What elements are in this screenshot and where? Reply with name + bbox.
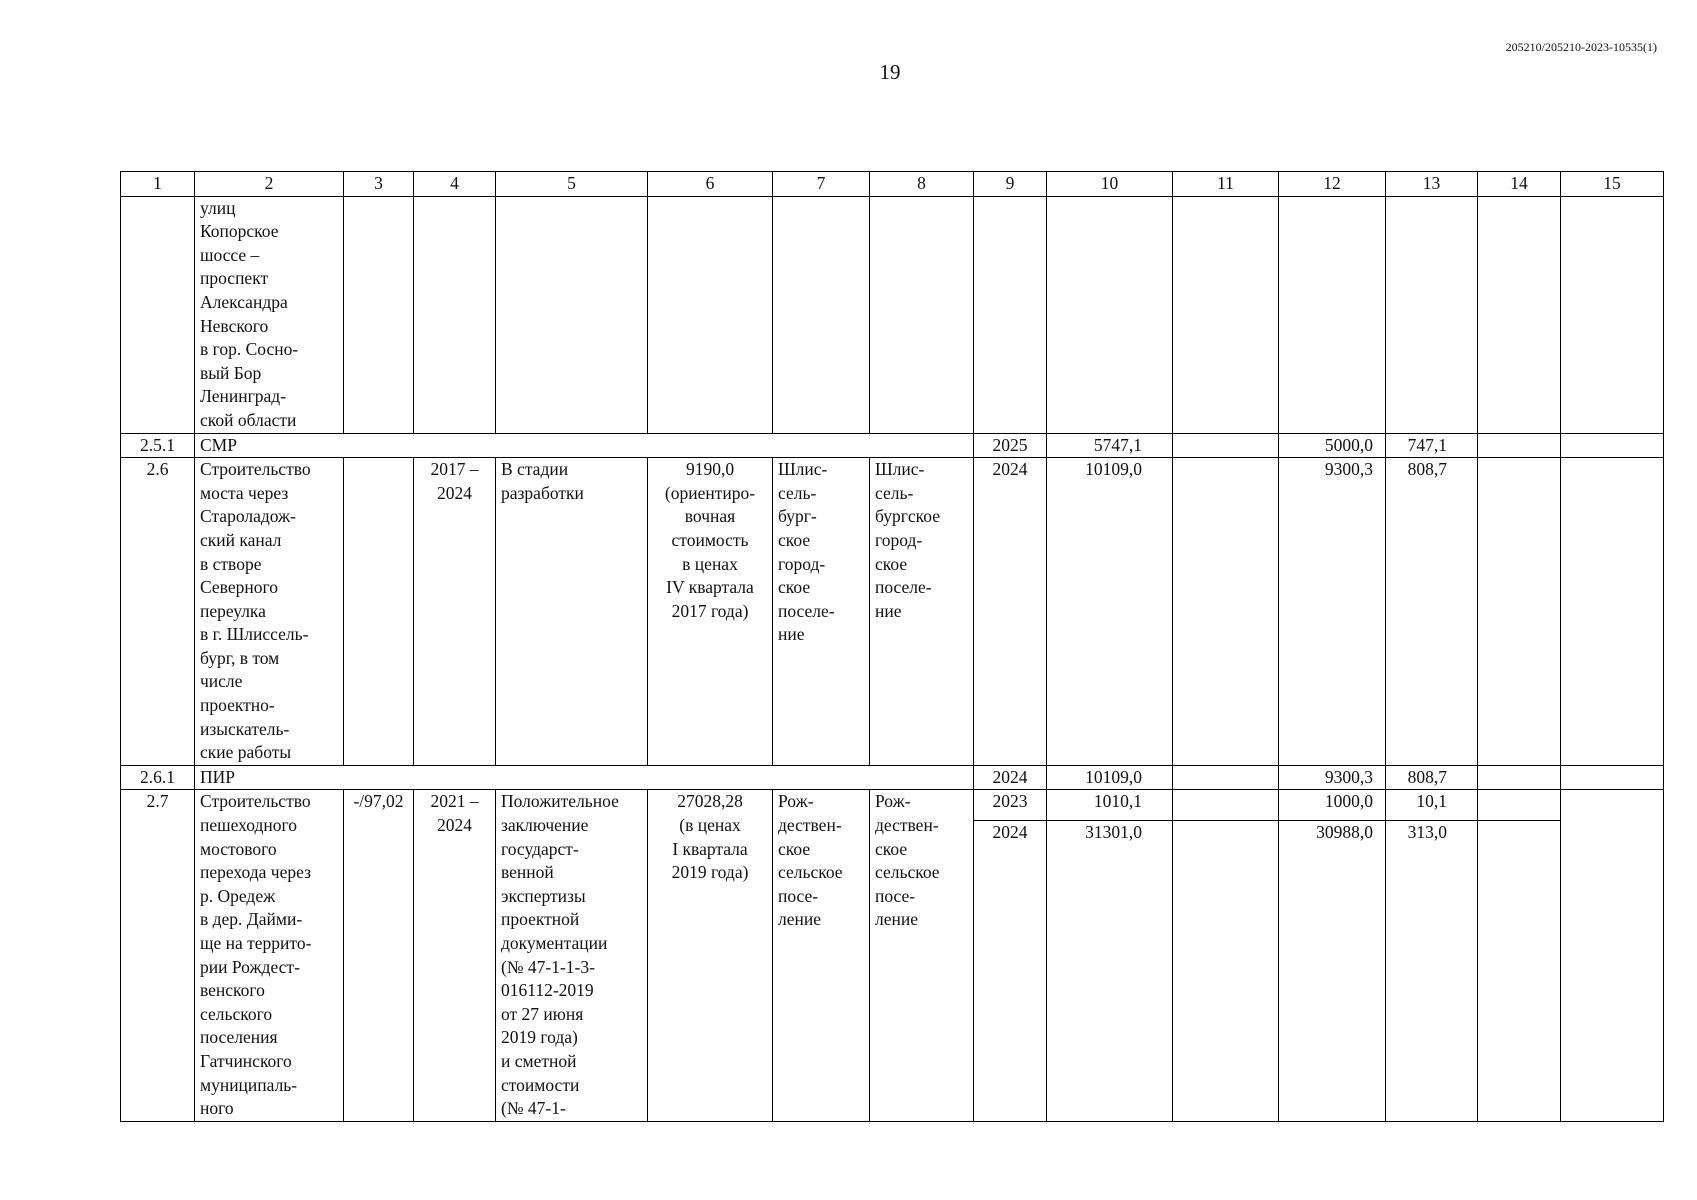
total-cell: 5747,1 <box>1047 433 1173 458</box>
value-cell: 9300,3 <box>1279 458 1386 766</box>
header-cell: 13 <box>1386 172 1478 197</box>
register-table <box>120 171 1664 1122</box>
header-cell: 12 <box>1279 172 1386 197</box>
header-cell: 5 <box>496 172 648 197</box>
value-cell: 808,7 <box>1386 765 1478 790</box>
table-cell <box>1561 765 1664 790</box>
customer-cell: Шлис- сель- бург- ское город- ское поселе- ние <box>773 458 870 766</box>
header-cell: 2 <box>195 172 344 197</box>
table-cell <box>1279 196 1386 433</box>
table-cell <box>773 196 870 433</box>
value-cell: 747,1 <box>1386 433 1478 458</box>
table-cell <box>974 196 1047 433</box>
stage-cell: В стадии разработки <box>496 458 648 766</box>
table-cell <box>870 196 974 433</box>
table-cell <box>1478 765 1561 790</box>
table-cell <box>648 196 773 433</box>
value-cell: 9300,3 <box>1279 765 1386 790</box>
total-cell: 10109,0 <box>1047 765 1173 790</box>
header-cell: 8 <box>870 172 974 197</box>
value-cell: 1000,0 <box>1279 790 1386 820</box>
year-cell: 2024 <box>974 820 1047 1121</box>
period-cell: 2021 – 2024 <box>414 790 496 1121</box>
table-cell <box>344 458 414 766</box>
value-cell: 5000,0 <box>1279 433 1386 458</box>
table-cell <box>1173 820 1279 1121</box>
table-cell <box>1173 458 1279 766</box>
cost-cell: 9190,0 (ориентиро- вочная стоимость в ценах IV квартала 2017 года) <box>648 458 773 766</box>
table-cell <box>414 196 496 433</box>
cost-cell: 27028,28 (в ценах I квартала 2019 года) <box>648 790 773 1121</box>
table-cell <box>496 196 648 433</box>
table-cell <box>1478 433 1561 458</box>
table-row <box>121 196 1664 433</box>
column-number-row <box>121 172 1664 197</box>
table-cell <box>1478 790 1561 820</box>
table-row <box>121 433 1664 458</box>
object-name-cell: улиц Копорское шоссе – проспект Александра Невского в гор. Сосно- вый Бор Ленинград- ской области <box>195 196 344 433</box>
year-cell: 2024 <box>974 765 1047 790</box>
table-cell <box>1386 196 1478 433</box>
table-cell <box>344 196 414 433</box>
table-cell <box>1173 433 1279 458</box>
table-cell <box>1173 196 1279 433</box>
row-number-cell: 2.6 <box>121 458 195 766</box>
value-cell: 10,1 <box>1386 790 1478 820</box>
table-cell <box>1561 458 1664 766</box>
header-cell: 4 <box>414 172 496 197</box>
header-cell: 3 <box>344 172 414 197</box>
table-cell <box>1561 790 1664 1121</box>
value-cell: 30988,0 <box>1279 820 1386 1121</box>
table-row <box>121 458 1664 766</box>
object-name-cell: Строительство моста через Староладож- ский канал в створе Северного переулка в г. Шлиссель- бург, в том числе проектно- изыскатель- ские работы <box>195 458 344 766</box>
period-cell: 2017 – 2024 <box>414 458 496 766</box>
header-cell: 10 <box>1047 172 1173 197</box>
total-cell: 1010,1 <box>1047 790 1173 820</box>
settlement-cell: Рож- дествен- ское сельское посе- ление <box>870 790 974 1121</box>
row-number-cell: 2.6.1 <box>121 765 195 790</box>
header-cell: 7 <box>773 172 870 197</box>
total-cell: 10109,0 <box>1047 458 1173 766</box>
document-id: 205210/205210-2023-10535(1) <box>1505 40 1657 54</box>
table-cell <box>1173 765 1279 790</box>
table-cell <box>1478 820 1561 1121</box>
settlement-cell: Шлис- сель- бургское город- ское поселе- ние <box>870 458 974 766</box>
stage-label-cell: СМР <box>195 433 974 458</box>
header-cell: 9 <box>974 172 1047 197</box>
object-name-cell: Строительство пешеходного мостового перехода через р. Оредеж в дер. Дайми- ще на террито- рии Рождест- венского сельского поселения Гатчинского муниципаль- ного <box>195 790 344 1121</box>
year-cell: 2024 <box>974 458 1047 766</box>
capacity-cell: -/97,02 <box>344 790 414 1121</box>
header-cell: 14 <box>1478 172 1561 197</box>
table-cell <box>1478 196 1561 433</box>
table-cell <box>121 196 195 433</box>
header-cell: 15 <box>1561 172 1664 197</box>
customer-cell: Рож- дествен- ское сельское посе- ление <box>773 790 870 1121</box>
table-cell <box>1561 433 1664 458</box>
table-cell <box>1047 196 1173 433</box>
table-cell <box>1173 790 1279 820</box>
table-row <box>121 765 1664 790</box>
table-cell <box>1478 458 1561 766</box>
value-cell: 808,7 <box>1386 458 1478 766</box>
value-cell: 313,0 <box>1386 820 1478 1121</box>
table-cell <box>1561 196 1664 433</box>
stage-cell: Положительное заключение государст- венной экспертизы проектной документации (№ 47-1-1-3- 016112-2019 от 27 июня 2019 года) и сметной стоимости (№ 47-1- <box>496 790 648 1121</box>
header-cell: 1 <box>121 172 195 197</box>
total-cell: 31301,0 <box>1047 820 1173 1121</box>
table-row <box>121 790 1664 820</box>
page-number: 19 <box>879 60 901 84</box>
header-cell: 11 <box>1173 172 1279 197</box>
row-number-cell: 2.5.1 <box>121 433 195 458</box>
header-cell: 6 <box>648 172 773 197</box>
stage-label-cell: ПИР <box>195 765 974 790</box>
row-number-cell: 2.7 <box>121 790 195 1121</box>
year-cell: 2023 <box>974 790 1047 820</box>
year-cell: 2025 <box>974 433 1047 458</box>
